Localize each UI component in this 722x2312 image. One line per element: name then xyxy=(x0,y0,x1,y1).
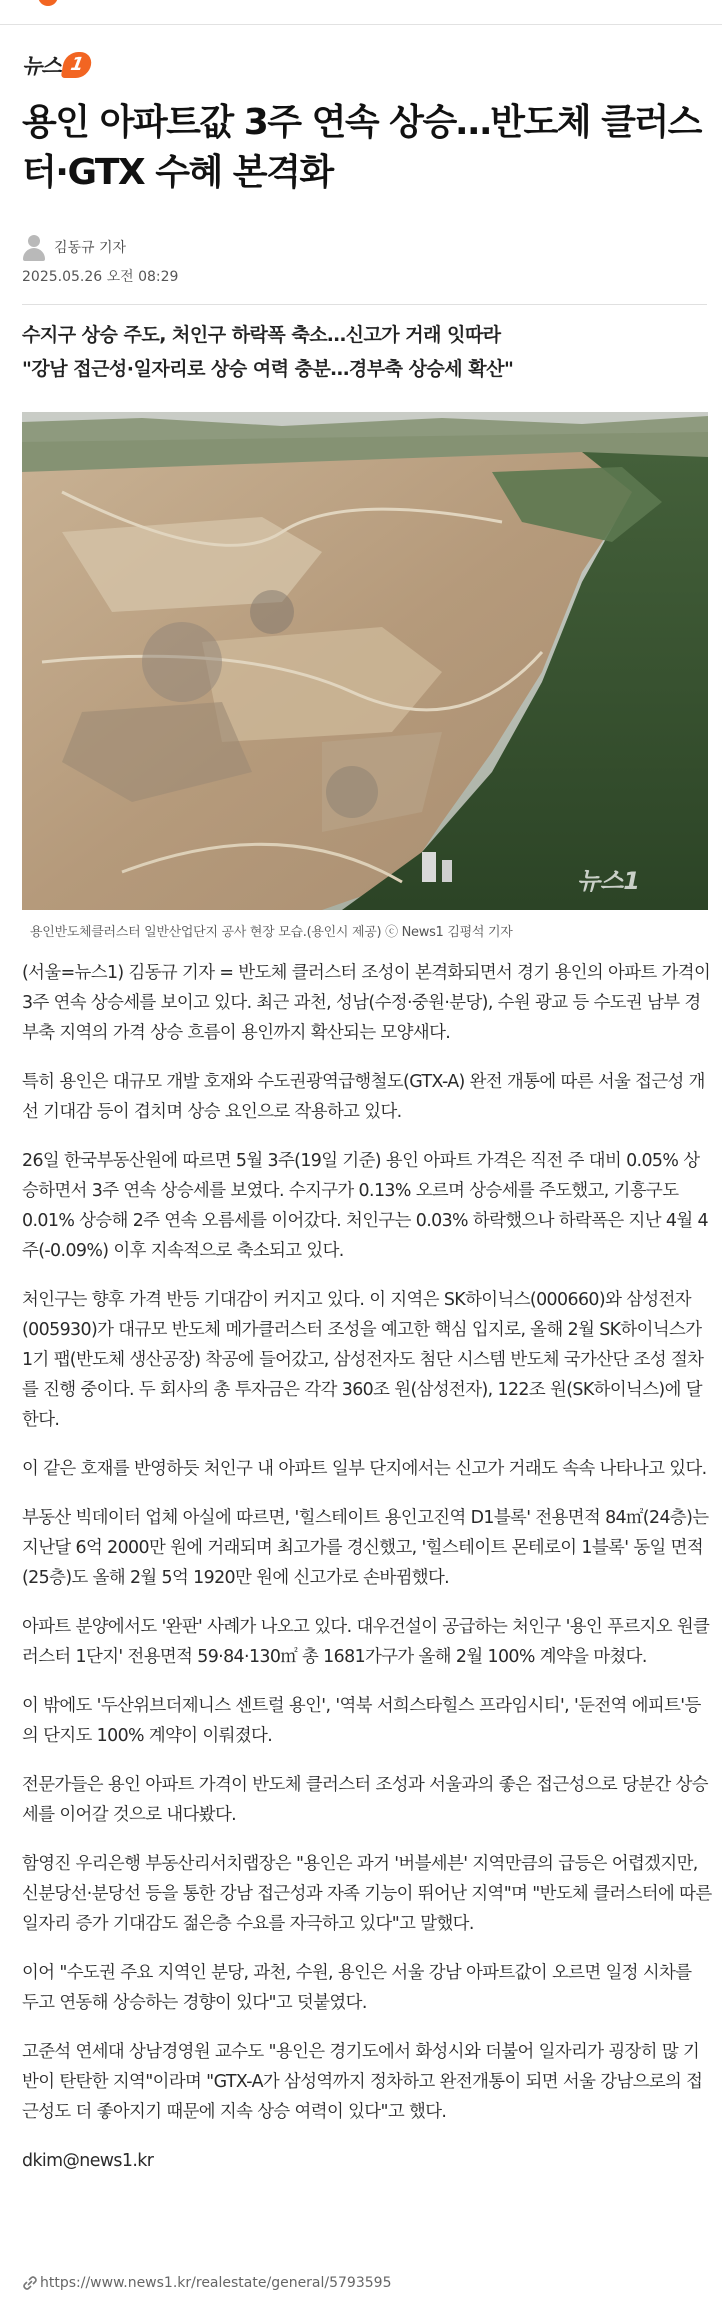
article-paragraph: 특히 용인은 대규모 개발 호재와 수도권광역급행철도(GTX-A) 완전 개통에 따른 서울 접근성 개선 기대감 등이 겹치며 상승 요인으로 작용하고 있다. xyxy=(22,1072,705,1122)
publish-date: 2025.05.26 오전 08:29 xyxy=(22,269,179,285)
article-headline: 용인 아파트값 3주 연속 상승…반도체 클러스터·GTX 수혜 본격화 xyxy=(22,102,701,193)
article-paragraph: 26일 한국부동산원에 따르면 5월 3주(19일 기준) 용인 아파트 가격은 직전 주 대비 0.05% 상승하면서 3주 연속 상승세를 보였다. 수지구가 0.13% 오르며 상승세를 주도했고, 기흥구도 0.01% 상승해 2주 연속 오름세를 이어갔다. 처인구는 0.03% 하락했으나 하락폭은 지난 4월 4주(-0.09%) 이후 지속적으로 축소되고 있다. xyxy=(22,1151,708,1261)
subhead-line: 수지구 상승 주도, 처인구 하락폭 축소…신고가 거래 잇따라 xyxy=(22,324,501,346)
header-divider xyxy=(22,304,707,305)
source-link[interactable] xyxy=(22,2275,391,2291)
photo-watermark xyxy=(577,867,640,895)
article-paragraph: 부동산 빅데이터 업체 아실에 따르면, '힐스테이트 용인고진역 D1블록' 전용면적 84㎡(24층)는 지난달 6억 2000만 원에 거래되며 최고가를 경신했고, '힐스테이트 몬테로이 1블록' 동일 면적(25층)도 올해 2월 5억 1920만 원에 신고가로 손바뀜했다. xyxy=(22,1508,709,1588)
news1-logo[interactable] xyxy=(22,50,91,80)
article-paragraph: 전문가들은 용인 아파트 가격이 반도체 클러스터 조성과 서울과의 좋은 접근성으로 당분간 상승세를 이어갈 것으로 내다봤다. xyxy=(22,1775,708,1825)
source-url[interactable]: https://www.news1.kr/realestate/general/5793595 xyxy=(40,2275,392,2291)
top-bar xyxy=(0,0,722,25)
article-body xyxy=(22,958,712,2195)
link-icon xyxy=(22,2275,38,2291)
article-paragraph: 함영진 우리은행 부동산리서치랩장은 "용인은 과거 '버블세븐' 지역만큼의 급등은 어렵겠지만, 신분당선·분당선 등을 통한 강남 접근성과 자족 기능이 뛰어난 지역"며 "반도체 클러스터에 따른 일자리 증가 기대감도 젊은층 수요를 자극하고 있다"고 말했다. xyxy=(22,1854,712,1934)
article-photo[interactable] xyxy=(22,412,708,910)
reporter-email[interactable]: dkim@news1.kr xyxy=(22,2151,154,2171)
photo-caption: 용인반도체클러스터 일반산업단지 공사 현장 모습.(용인시 제공) ⓒ News1 김평석 기자 xyxy=(30,925,513,940)
article-subheads xyxy=(22,318,712,386)
subhead-line: "강남 접근성·일자리로 상승 여력 충분…경부축 상승세 확산" xyxy=(22,358,514,380)
reporter-avatar-icon xyxy=(22,233,46,261)
reporter-name[interactable]: 김동규 기자 xyxy=(54,240,127,256)
logo-badge: 1 xyxy=(60,52,93,78)
svg-text:뉴스1: 뉴스1 xyxy=(576,867,640,895)
article-paragraph: 고준석 연세대 상남경영원 교수도 "용인은 경기도에서 화성시와 더불어 일자리가 굉장히 많 기반이 탄탄한 지역"이라며 "GTX-A가 삼성역까지 정차하고 완전개통이 되면 서울 강남으로의 접근성도 더 좋아지기 때문에 지속 상승 여력이 있다"고 했다. xyxy=(22,2042,703,2122)
article-paragraph: 이어 "수도권 주요 지역인 분당, 과천, 수원, 용인은 서울 강남 아파트값이 오르면 일정 시차를 두고 연동해 상승하는 경향이 있다"고 덧붙였다. xyxy=(22,1963,692,2013)
byline xyxy=(22,232,126,262)
article-paragraph: 이 같은 호재를 반영하듯 처인구 내 아파트 일부 단지에서는 신고가 거래도 속속 나타나고 있다. xyxy=(22,1459,707,1479)
brand-tab-marker xyxy=(38,0,58,6)
article-paragraph: 처인구는 향후 가격 반등 기대감이 커지고 있다. 이 지역은 SK하이닉스(000660)와 삼성전자(005930)가 대규모 반도체 메가클러스터 조성을 예고한 핵심 입지로, 올해 2월 SK하이닉스가 1기 팹(반도체 생산공장) 착공에 들어갔고, 삼성전자도 첨단 시스템 반도체 국가산단 조성 절차를 진행 중이다. 두 회사의 총 투자금은 각각 360조 원(삼성전자), 122조 원(SK하이닉스)에 달한다. xyxy=(22,1290,704,1430)
article-paragraph: (서울=뉴스1) 김동규 기자 = 반도체 클러스터 조성이 본격화되면서 경기 용인의 아파트 가격이 3주 연속 상승세를 보이고 있다. 최근 과천, 성남(수정·중원·분당), 수원 광교 등 수도권 남부 경부축 지역의 가격 상승 흐름이 용인까지 확산되는 모양새다. xyxy=(22,963,711,1043)
article-paragraph: 아파트 분양에서도 '완판' 사례가 나오고 있다. 대우건설이 공급하는 처인구 '용인 푸르지오 원클러스터 1단지' 전용면적 59·84·130㎡ 총 1681가구가 올해 2월 100% 계약을 마쳤다. xyxy=(22,1617,710,1667)
article-paragraph: 이 밖에도 '두산위브더제니스 센트럴 용인', '역북 서희스타힐스 프라임시티', '둔전역 에피트'등의 단지도 100% 계약이 이뤄졌다. xyxy=(22,1696,701,1746)
logo-text: 뉴스 xyxy=(22,54,61,78)
